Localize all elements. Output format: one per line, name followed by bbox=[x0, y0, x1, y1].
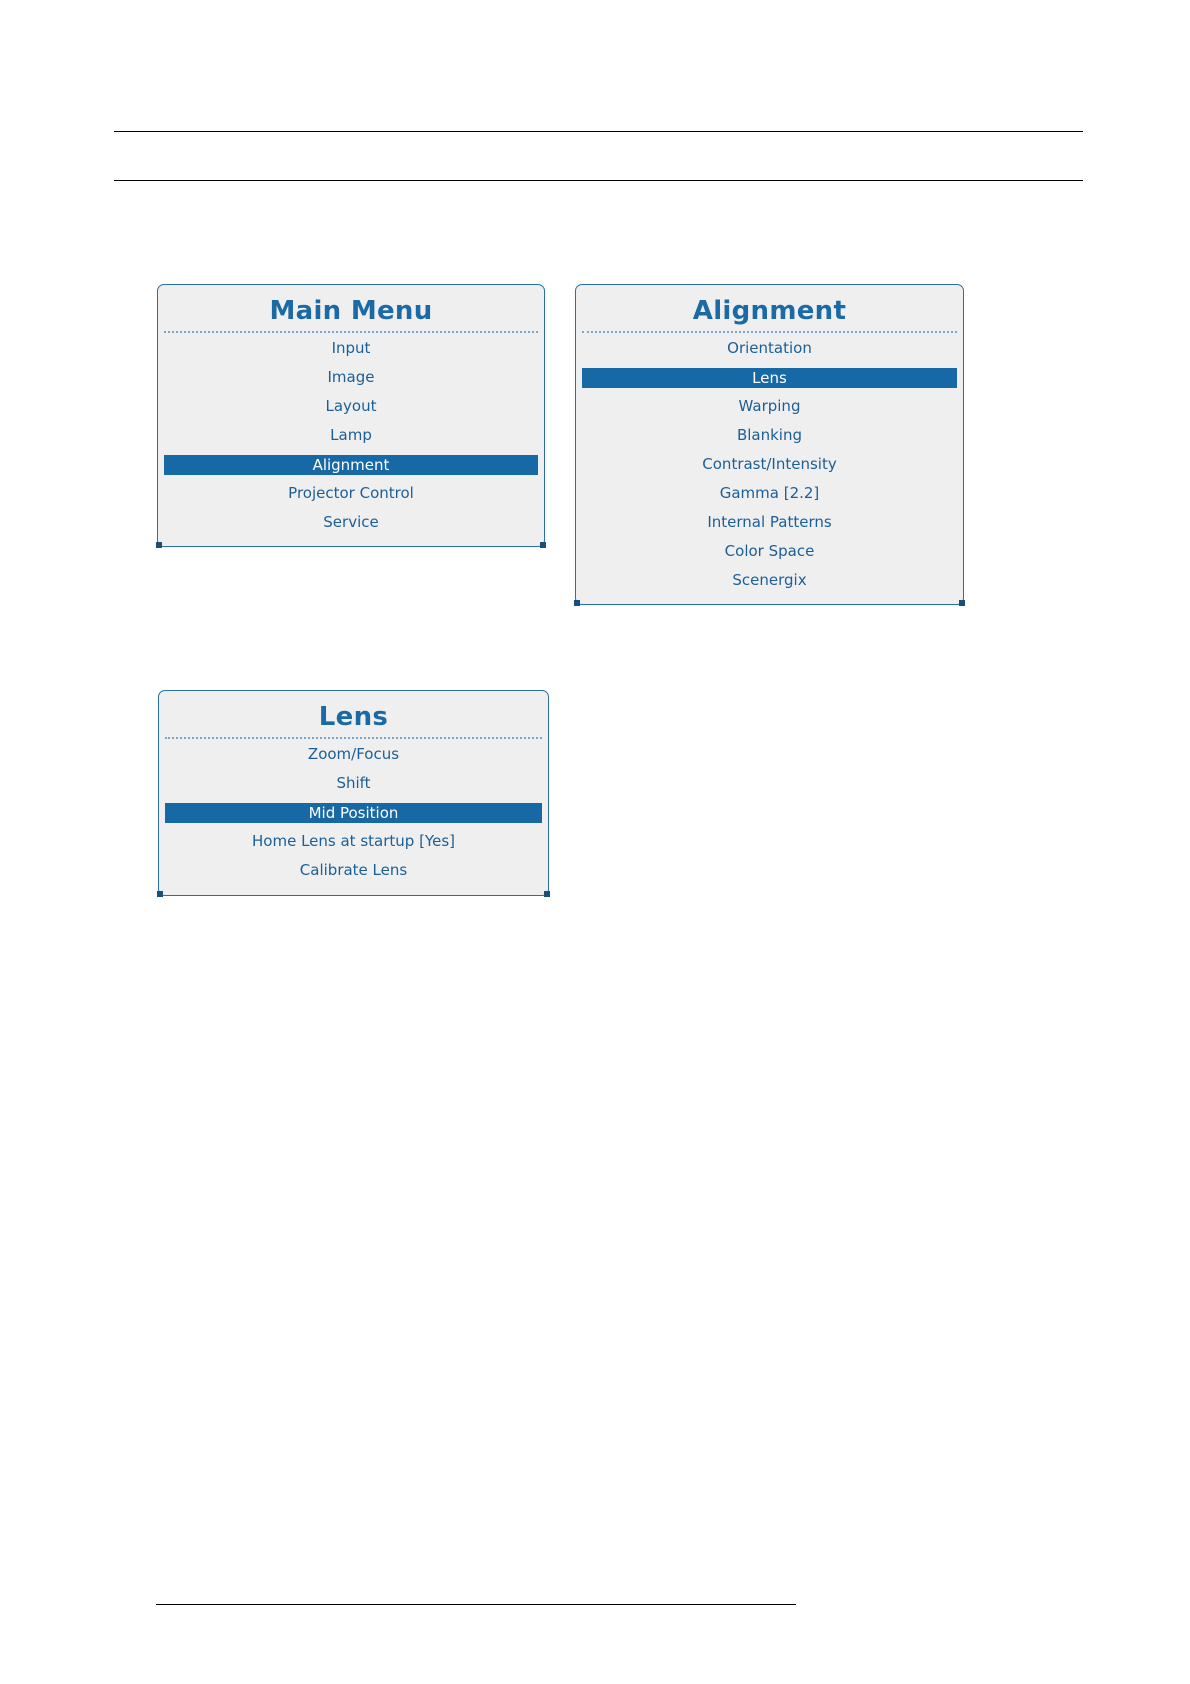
alignment-menu-item-contrast-intensity[interactable]: Contrast/Intensity bbox=[702, 455, 837, 473]
main-menu-item-service[interactable]: Service bbox=[323, 513, 379, 531]
header-rule-bottom bbox=[114, 180, 1083, 181]
main-menu-item-image[interactable]: Image bbox=[327, 368, 375, 386]
alignment-menu-item-internal-patterns[interactable]: Internal Patterns bbox=[707, 513, 832, 531]
lens-menu-item-calibrate-lens[interactable]: Calibrate Lens bbox=[299, 861, 408, 879]
header-rule-top bbox=[114, 131, 1083, 132]
lens-menu-item-home-lens-at-startup[interactable]: Home Lens at startup [Yes] bbox=[252, 832, 455, 850]
alignment-menu-item-gamma[interactable]: Gamma [2.2] bbox=[719, 484, 820, 502]
alignment-menu-item-orientation[interactable]: Orientation bbox=[727, 339, 812, 357]
main-menu-divider bbox=[164, 331, 538, 333]
main-menu-item-layout[interactable]: Layout bbox=[325, 397, 377, 415]
main-menu-list bbox=[164, 334, 538, 537]
lens-menu-item-mid-position[interactable]: Mid Position bbox=[165, 803, 542, 823]
alignment-menu-item-lens[interactable]: Lens bbox=[582, 368, 957, 388]
lens-menu-panel bbox=[158, 690, 549, 896]
alignment-menu-item-warping[interactable]: Warping bbox=[738, 397, 801, 415]
main-menu-item-projector-control[interactable]: Projector Control bbox=[288, 484, 414, 502]
alignment-menu-panel bbox=[575, 284, 964, 605]
lens-menu-title: Lens bbox=[318, 702, 389, 732]
lens-menu-item-shift[interactable]: Shift bbox=[336, 774, 371, 792]
alignment-menu-list bbox=[582, 334, 957, 595]
lens-menu-list bbox=[165, 740, 542, 885]
alignment-menu-item-scenergix[interactable]: Scenergix bbox=[732, 571, 807, 589]
main-menu-title: Main Menu bbox=[269, 296, 433, 326]
alignment-menu-title: Alignment bbox=[692, 296, 847, 326]
footer-rule bbox=[156, 1604, 796, 1605]
alignment-menu-divider bbox=[582, 331, 957, 333]
main-menu-item-lamp[interactable]: Lamp bbox=[330, 426, 372, 444]
alignment-menu-item-color-space[interactable]: Color Space bbox=[724, 542, 815, 560]
main-menu-item-alignment[interactable]: Alignment bbox=[164, 455, 538, 475]
main-menu-panel bbox=[157, 284, 545, 547]
alignment-menu-item-blanking[interactable]: Blanking bbox=[736, 426, 803, 444]
lens-menu-item-zoom-focus[interactable]: Zoom/Focus bbox=[307, 745, 400, 763]
main-menu-item-input[interactable]: Input bbox=[331, 339, 371, 357]
lens-menu-divider bbox=[165, 737, 542, 739]
